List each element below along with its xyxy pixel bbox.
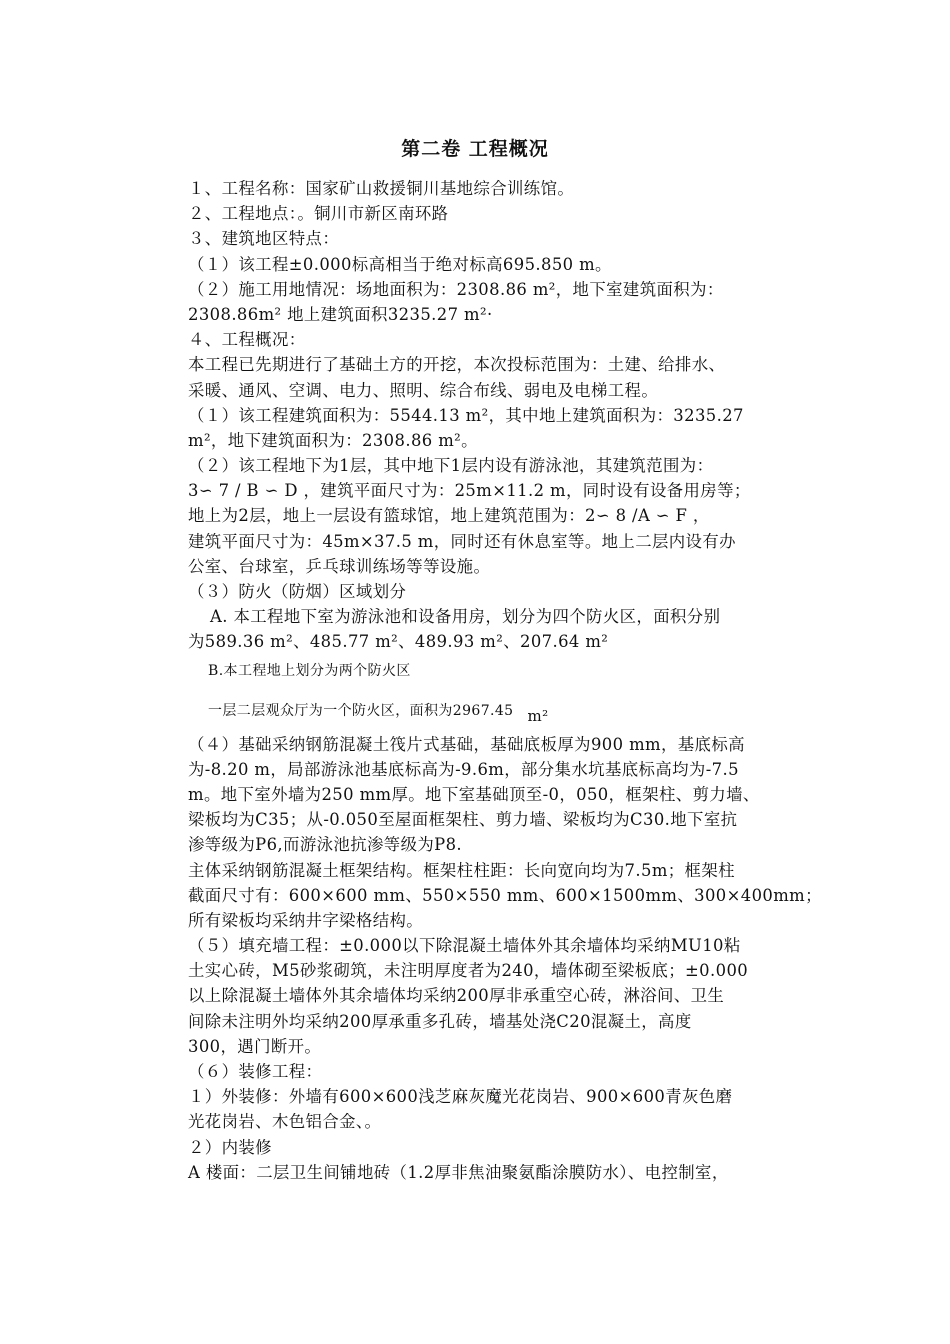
text-line: （２）该工程地下为1层，其中地下1层内设有游泳池，其建筑范围为： xyxy=(188,456,714,476)
text-line: 为-8.20 m，局部游泳池基底标高为-9.6m，部分集水坑基底标高均为-7.5 xyxy=(188,759,739,779)
text-line: （４）基础采纳钢筋混凝土筏片式基础，基础底板厚为900 mm，基底标高 xyxy=(188,734,745,754)
text-line: １、工程名称：国家矿山救援铜川基地综合训练馆。 xyxy=(188,179,575,198)
text-line: 光花岗岩、木色铝合金、。 xyxy=(188,1112,382,1132)
document-title: 第二卷 工程概况 xyxy=(401,138,549,160)
text-line: 本工程已先期进行了基础土方的开挖，本次投标范围为：土建、给排水、 xyxy=(188,355,726,375)
area-unit: m² xyxy=(527,706,549,725)
text-line: （１）该工程±0.000标高相当于绝对标高695.850 m。 xyxy=(188,254,612,274)
text-line: 截面尺寸有：600×600 mm、550×550 mm、600×1500mm、300×400mm； xyxy=(188,885,822,905)
text-line: 采暖、通风、空调、电力、照明、综合布线、弱电及电梯工程。 xyxy=(188,380,659,400)
text-line: 所有梁板均采纳井字梁格结构。 xyxy=(188,910,424,930)
text-line: （２）施工用地情况：场地面积为：2308.86 m²，地下室建筑面积为： xyxy=(188,279,724,299)
text-line: 2308.86m² 地上建筑面积3235.27 m²· xyxy=(188,304,493,324)
text-line: 主体采纳钢筋混凝土框架结构。框架柱柱距：长向宽向均为7.5m；框架柱 xyxy=(188,860,735,880)
text-line: m。地下室外墙为250 mm厚。地下室基础顶至-0，050，框架柱、剪力墙、 xyxy=(188,784,760,804)
text-line: 地上为2层，地上一层设有篮球馆，地上建筑范围为：2∽ 8 /A ∽ F ， xyxy=(188,506,710,526)
text-line: 以上除混凝土墙体外其余墙体均采纳200厚非承重空心砖，淋浴间、卫生 xyxy=(188,986,725,1006)
text-line: m²，地下建筑面积为：2308.86 m²。 xyxy=(188,430,478,450)
text-line: A 楼面：二层卫生间铺地砖（1.2厚非焦油聚氨酯涂膜防水）、电控制室， xyxy=(188,1162,729,1182)
text-line: B.本工程地上划分为两个防火区 xyxy=(208,662,411,679)
text-line: 一层二层观众厅为一个防火区，面积为2967.45 xyxy=(208,702,514,719)
text-line: （６）装修工程： xyxy=(188,1062,323,1081)
text-line: 公室、台球室，乒乓球训练场等等设施。 xyxy=(188,556,491,576)
document-body xyxy=(188,176,828,1185)
text-line: 300，遇门断开。 xyxy=(188,1036,322,1056)
text-line-with-unit xyxy=(188,688,828,732)
text-line: ３、建筑地区特点： xyxy=(188,229,340,249)
text-line: 渗等级为P6,而游泳池抗渗等级为P8. xyxy=(188,835,463,855)
text-line: （１）该工程建筑面积为：5544.13 m²，其中地上建筑面积为：3235.27 xyxy=(188,405,744,425)
text-line: 梁板均为C35；从-0.050至屋面框架柱、剪力墙、梁板均为C30.地下室抗 xyxy=(188,810,738,830)
text-line: A. 本工程地下室为游泳池和设备用房，划分为四个防火区，面积分别 xyxy=(210,607,721,627)
text-line: （５）填充墙工程：±0.000以下除混凝土墙体外其余墙体均采纳MU10粘 xyxy=(188,936,741,956)
text-line: （３）防火（防烟）区域划分 xyxy=(188,582,407,601)
text-line: 为589.36 m²、485.77 m²、489.93 m²、207.64 m² xyxy=(188,632,609,652)
text-line: 间除未注明外均采纳200厚承重多孔砖，墙基处浇C20混凝土，高度 xyxy=(188,1011,692,1031)
text-line: ２）内装修 xyxy=(188,1137,272,1157)
text-line: 3∽ 7 / B ∽ D ，建筑平面尺寸为：25m×11.2 m，同时设有设备用房等； xyxy=(188,481,751,501)
text-line: ２、工程地点：。铜川市新区南环路 xyxy=(188,204,449,224)
text-line: ４、工程概况： xyxy=(188,330,306,350)
text-line: 土实心砖，M5砂浆砌筑，未注明厚度者为240，墙体砌至梁板底；±0.000 xyxy=(188,961,749,981)
text-line: 建筑平面尺寸为：45m×37.5 m，同时还有休息室等。地上二层内设有办 xyxy=(188,531,736,551)
text-line: １）外装修：外墙有600×600浅芝麻灰魔光花岗岩、900×600青灰色磨 xyxy=(188,1087,733,1107)
